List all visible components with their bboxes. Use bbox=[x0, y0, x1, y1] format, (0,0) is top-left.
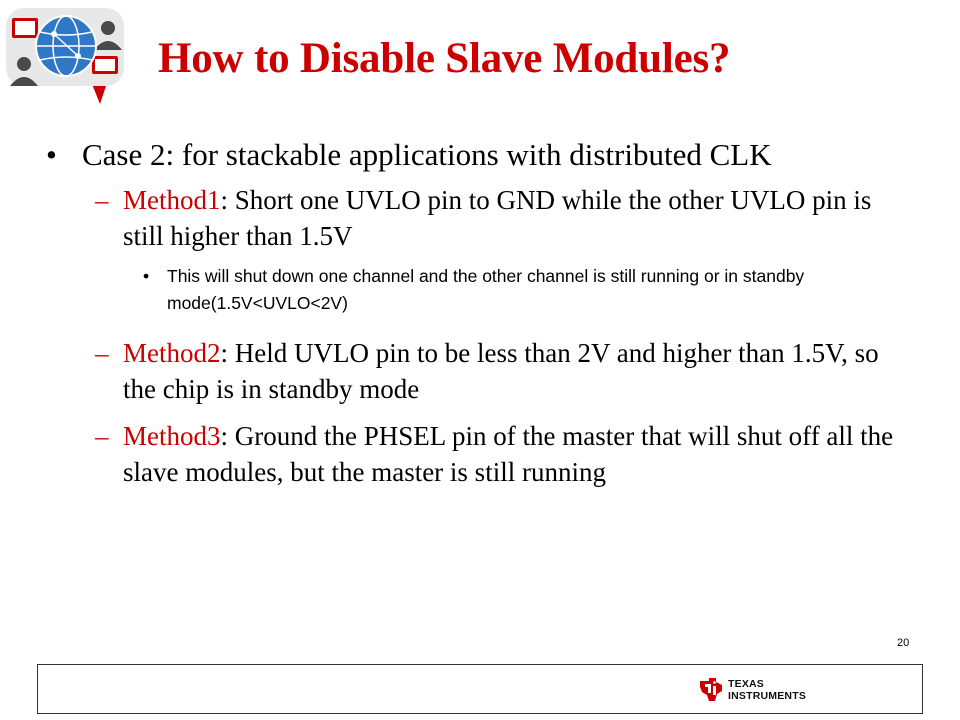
dash-marker: – bbox=[95, 338, 109, 368]
sub-bullet-marker: • bbox=[143, 266, 150, 286]
method-item bbox=[95, 418, 915, 490]
ti-logo-icon bbox=[697, 677, 725, 703]
page-number: 20 bbox=[897, 637, 910, 649]
case-text: Case 2: for stackable applications with distributed CLK bbox=[82, 137, 772, 172]
method-item bbox=[95, 335, 915, 407]
dash-marker: – bbox=[95, 421, 109, 451]
slide-title: How to Disable Slave Modules? bbox=[158, 35, 731, 82]
method-label: Method3 bbox=[123, 421, 221, 451]
ti-logo-text bbox=[728, 678, 806, 702]
dash-marker: – bbox=[95, 185, 109, 215]
method-label: Method2 bbox=[123, 338, 221, 368]
method-text: : Short one UVLO pin to GND while the other UVLO pin is still higher than 1.5V bbox=[123, 185, 872, 251]
header-logo-icon bbox=[4, 6, 128, 106]
method-text: : Ground the PHSEL pin of the master that will shut off all the slave modules, but the master is still running bbox=[123, 421, 894, 487]
bullet-marker: • bbox=[46, 137, 57, 172]
brand-line-1: TEXAS bbox=[728, 678, 765, 690]
method-label: Method1 bbox=[123, 185, 221, 215]
method-text: : Held UVLO pin to be less than 2V and higher than 1.5V, so the chip is in standby mode bbox=[123, 338, 879, 404]
method-item bbox=[95, 182, 915, 254]
method1-detail bbox=[143, 263, 923, 317]
brand-line-2: INSTRUMENTS bbox=[728, 690, 807, 702]
detail-text: This will shut down one channel and the other channel is still running or in standby mode(1.5V<UVLO<2V) bbox=[167, 266, 805, 313]
